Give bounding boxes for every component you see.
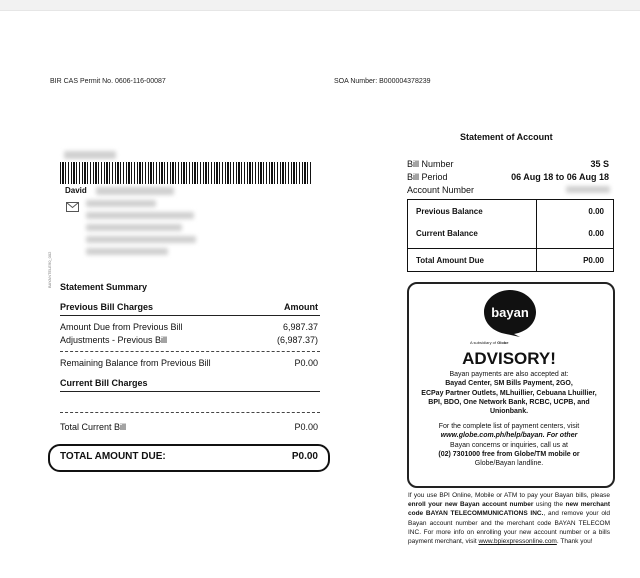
envelope-icon bbox=[66, 202, 79, 212]
subsidiary-line bbox=[470, 340, 508, 345]
bir-permit-number: BIR CAS Permit No. 0606-116-00087 bbox=[50, 78, 166, 85]
previous-balance-label: Previous Balance bbox=[416, 207, 483, 216]
current-balance-label: Current Balance bbox=[416, 229, 478, 238]
account-number-label: Account Number bbox=[407, 185, 475, 195]
advisory-line: Bayan payments are also accepted at: bbox=[449, 371, 569, 378]
statement-summary-title: Statement Summary bbox=[60, 282, 148, 292]
dashed-divider bbox=[60, 351, 320, 352]
total-amount-due-box bbox=[48, 444, 330, 472]
total-amount-due-label: TOTAL AMOUNT DUE: bbox=[60, 451, 166, 462]
note-text: using the bbox=[533, 501, 566, 509]
customer-name: David bbox=[65, 186, 87, 195]
dashed-divider bbox=[60, 412, 320, 413]
amount-heading: Amount bbox=[284, 302, 318, 312]
remaining-balance-value: P0.00 bbox=[294, 358, 318, 368]
current-bill-charges-heading: Current Bill Charges bbox=[60, 378, 148, 388]
balance-divider bbox=[536, 200, 537, 271]
advisory-line: Bayan concerns or inquiries, call us at bbox=[450, 441, 568, 449]
bill-period-value: 06 Aug 18 to 06 Aug 18 bbox=[511, 172, 609, 182]
advisory-heading: ADVISORY! bbox=[462, 349, 556, 368]
statement-of-account-title: Statement of Account bbox=[460, 132, 553, 142]
redacted-name bbox=[96, 187, 174, 195]
advisory-line: For the complete list of payment centers, visit bbox=[438, 423, 580, 430]
bill-number-label: Bill Number bbox=[407, 159, 454, 169]
total-current-bill-value: P0.00 bbox=[294, 422, 318, 432]
total-due-label: Total Amount Due bbox=[416, 256, 484, 265]
note-text: . Thank you! bbox=[556, 538, 593, 546]
bpi-enrollment-note bbox=[408, 491, 610, 546]
advisory-line: Globe/Bayan landline. bbox=[474, 460, 544, 468]
advisory-line: ECPay Partner Outlets, MLhuillier, Cebuana Lhuillier, bbox=[421, 389, 597, 397]
adjustments-label: Adjustments - Previous Bill bbox=[60, 335, 168, 345]
balance-table bbox=[407, 199, 614, 272]
bill-period-label: Bill Period bbox=[407, 172, 448, 182]
barcode bbox=[60, 162, 312, 184]
note-text: If you use BPI Online, Mobile or ATM to pay your Bayan bills, please bbox=[408, 492, 610, 499]
previous-bill-charges-heading: Previous Bill Charges bbox=[60, 302, 154, 312]
advisory-paragraph-1 bbox=[412, 370, 606, 416]
bill-number-value: 35 S bbox=[590, 159, 609, 169]
note-bold: enroll your new Bayan account number bbox=[408, 501, 534, 509]
redacted-address bbox=[86, 212, 194, 219]
redacted-address bbox=[86, 248, 168, 255]
amount-due-previous-label: Amount Due from Previous Bill bbox=[60, 322, 183, 332]
redacted-address bbox=[86, 224, 182, 231]
amount-due-previous-value: 6,987.37 bbox=[282, 322, 318, 332]
redacted-address bbox=[86, 236, 196, 243]
advisory-line: (02) 7301000 free from Globe/TM mobile or bbox=[438, 450, 580, 458]
bayan-logo-text: bayan bbox=[491, 305, 529, 320]
total-due-value: P0.00 bbox=[583, 256, 604, 265]
adjustments-value: (6,987.37) bbox=[276, 335, 318, 345]
advisory-line: BPI, BDO, One Network Bank, RCBC, UCPB, and bbox=[428, 398, 590, 406]
advisory-paragraph-2 bbox=[412, 422, 606, 468]
side-code: BAYANTELE90_002 bbox=[47, 251, 52, 288]
redacted-account-number bbox=[566, 186, 610, 193]
globe-brand: Globe bbox=[497, 340, 509, 345]
previous-balance-value: 0.00 bbox=[588, 207, 604, 216]
note-bold: new merchant code BAYAN TELECOMMUNICATIONS INC. bbox=[408, 501, 610, 518]
bayan-logo bbox=[480, 288, 540, 338]
remaining-balance-label: Remaining Balance from Previous Bill bbox=[60, 358, 211, 368]
redacted-address bbox=[86, 200, 156, 207]
bpi-link[interactable]: www.bpiexpressonline.com bbox=[478, 538, 557, 546]
total-amount-due-value: P0.00 bbox=[291, 451, 318, 462]
soa-number: SOA Number: B000004378239 bbox=[334, 78, 431, 85]
balance-row-divider bbox=[408, 248, 613, 249]
advisory-line: Unionbank. bbox=[489, 408, 529, 416]
advisory-link-line[interactable]: www.globe.com.ph/help/bayan. For other bbox=[440, 432, 578, 440]
divider bbox=[60, 315, 320, 316]
total-current-bill-label: Total Current Bill bbox=[60, 422, 127, 432]
redacted-code bbox=[64, 151, 116, 159]
advisory-line: Bayad Center, SM Bills Payment, 2GO, bbox=[445, 380, 573, 388]
note-text: , and remove your old Bayan account number and the merchant code BAYAN TELECOM INC. For more info on enrolling your new account number or a bills payment merchant, visit bbox=[408, 510, 610, 546]
divider bbox=[60, 391, 320, 392]
current-balance-value: 0.00 bbox=[588, 229, 604, 238]
browser-top-bar bbox=[0, 0, 640, 11]
subsidiary-text: A subsidiary of bbox=[470, 340, 497, 345]
